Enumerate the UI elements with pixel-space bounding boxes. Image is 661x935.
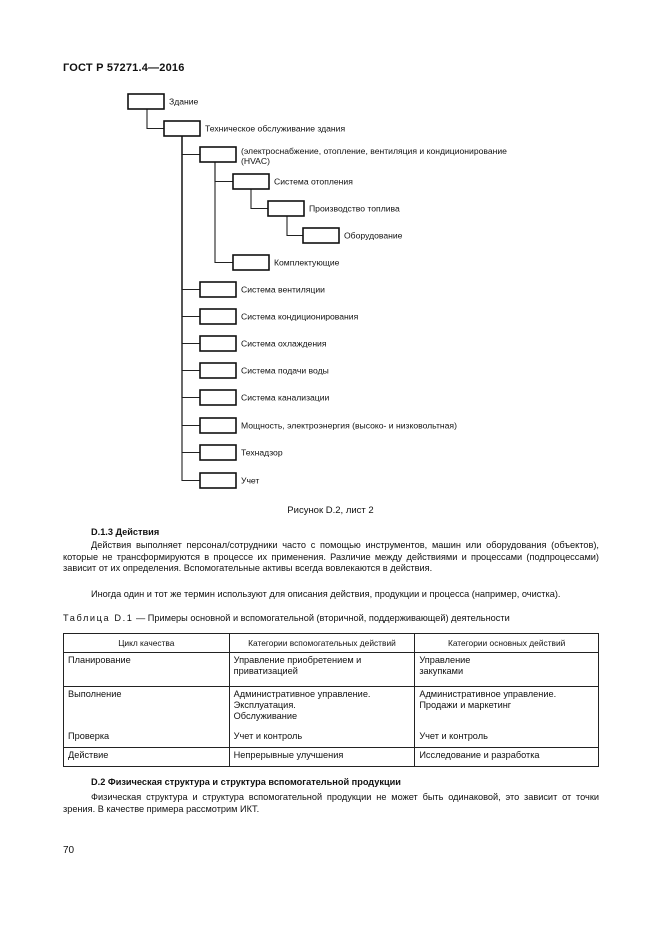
table-cell: Выполнение [64,687,230,729]
table-cell: Непрерывные улучшения [229,748,415,767]
connector-line [182,136,200,344]
paragraph-actions: Действия выполняет персонал/сотрудники часто с помощью инструментов, машин или оборудования (объектов), которые не трансформируются в процессе их применения. Различие между действиями и процессами (подпроцессами) зависит от их определения. Вспомогательные активы всегда вовлекаются в действия. [63,540,599,574]
connector-line [182,136,200,398]
connector-line [182,136,200,290]
table-cell [229,653,415,687]
table-cell: Управление закупками [415,653,599,687]
node-label: Производство топлива [309,203,400,214]
connector-line [182,136,200,426]
table-caption-number: Таблица D.1 [63,613,134,623]
table-caption [63,613,510,623]
table-cell: Административное управление. Эксплуатация. Обслуживание [229,687,415,729]
table-caption-text: — Примеры основной и вспомогательной (вторичной, поддерживающей) деятельности [133,613,510,623]
node-box [200,473,236,488]
node-box [200,147,236,162]
node-box [200,336,236,351]
node-box [233,174,269,189]
table-cell: Административное управление. Продажи и маркетинг [415,687,599,729]
activities-table [63,633,599,767]
table-header-row [64,634,599,653]
page-number: 70 [63,845,75,856]
table-cell: Учет и контроль [229,729,415,748]
connector-line [251,189,268,209]
table-cell: Действие [64,748,230,767]
node-label: Система кондиционирования [241,311,359,322]
node-box [200,309,236,324]
node-label: Оборудование [344,230,403,241]
node-box [200,282,236,297]
connector-line [287,216,303,236]
table-cell: Проверка [64,729,230,748]
table-row [64,653,599,687]
table-header-cell: Категории основных действий [415,634,599,653]
node-box [200,445,236,460]
table-cell: Исследование и разработка [415,748,599,767]
table-header-cell: Категории вспомогательных действий [229,634,415,653]
figure-caption: Рисунок D.2, лист 2 [287,505,374,516]
node-label: Система охлаждения [241,338,327,349]
node-label: Технадзор [241,447,283,458]
node-label: Техническое обслуживание здания [205,123,346,134]
node-box [303,228,339,243]
node-box [128,94,164,109]
node-box [233,255,269,270]
node-box [200,363,236,378]
node-box [164,121,200,136]
table-cell: Планирование [64,653,230,687]
connector-line [215,162,233,182]
table-header-cell: Цикл качества [64,634,230,653]
table-row [64,729,599,748]
node-label: Система вентиляции [241,284,325,295]
node-box [200,390,236,405]
paragraph-physical-structure: Физическая структура и структура вспомогательной продукции не может быть одинаковой, это зависит от точки зрения. В качестве примера рассмотрим ИКТ. [63,792,599,814]
connector-line [147,109,164,129]
node-label: Мощность, электроэнергия (высоко- и низковольтная) [241,420,457,431]
node-label: Система отопления [274,176,353,187]
node-box [268,201,304,216]
connector-line [182,136,200,155]
node-label: Здание [169,96,199,107]
table-cell: Учет и контроль [415,729,599,748]
table-row [64,748,599,767]
section-heading-d2: D.2 Физическая структура и структура вспомогательной продукции [91,777,401,787]
connector-line [182,136,200,453]
paragraph-terms: Иногда один и тот же термин используют для описания действия, продукции и процесса (например, очистка). [91,589,561,599]
node-label: Система канализации [241,392,330,403]
section-heading-d13: D.1.3 Действия [91,527,160,537]
connector-line [182,136,200,371]
table-row [64,687,599,729]
node-label: Учет [241,475,260,486]
connector-line [182,136,200,481]
node-box [200,418,236,433]
connector-line [215,162,233,263]
node-label: Комплектующие [274,257,340,268]
table-cell-text: Управление приобретением и приватизацией [233,655,362,676]
node-label: Система подачи воды [241,365,329,376]
document-code: ГОСТ Р 57271.4—2016 [63,62,185,74]
node-label: (электроснабжение, отопление, вентиляция и кондиционирование (HVAC) [241,146,507,166]
